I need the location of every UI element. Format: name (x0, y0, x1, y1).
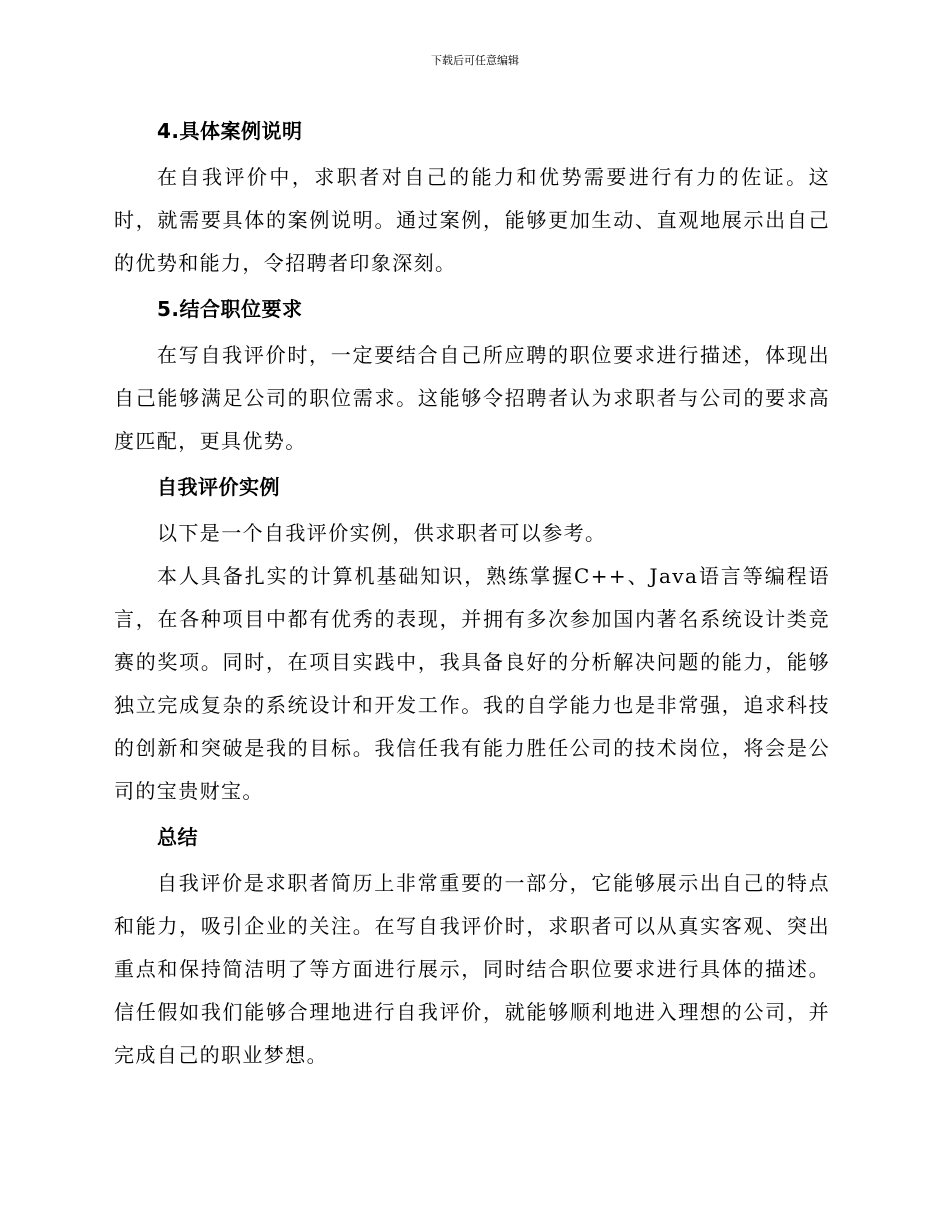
section-heading-summary: 总结 (157, 825, 198, 849)
page-header: 下载后可任意编辑 (431, 54, 519, 67)
section-heading-job-requirements: 5.结合职位要求 (157, 297, 303, 321)
paragraph-summary: 自我评价是求职者简历上非常重要的一部分，它能够展示出自己的特点和能力，吸引企业的关注。在写自我评价时，求职者可以从真实客观、突出重点和保持简洁明了等方面进行展示，同时结合职位要求进行具体的描述。信任假如我们能够合理地进行自我评价，就能够顺利地进入理想的公司，并完成自己的职业梦想。 (114, 871, 830, 1067)
paragraph-job-requirements: 在写自我评价时，一定要结合自己所应聘的职位要求进行描述，体现出自己能够满足公司的职位需求。这能够令招聘者认为求职者与公司的要求高度匹配，更具优势。 (114, 343, 830, 453)
paragraph-case-examples: 在自我评价中，求职者对自己的能力和优势需要进行有力的佐证。这时，就需要具体的案例说明。通过案例，能够更加生动、直观地展示出自己的优势和能力，令招聘者印象深刻。 (114, 165, 830, 275)
section-heading-case-examples: 4.具体案例说明 (157, 119, 303, 143)
paragraph-example-intro: 以下是一个自我评价实例，供求职者可以参考。 (157, 521, 607, 545)
paragraph-example-body: 本人具备扎实的计算机基础知识，熟练掌握C++、Java语言等编程语言，在各种项目中都有优秀的表现，并拥有多次参加国内著名系统设计类竞赛的奖项。同时，在项目实践中，我具备良好的分析解决问题的能力，能够独立完成复杂的系统设计和开发工作。我的自学能力也是非常强，追求科技的创新和突破是我的目标。我信任我有能力胜任公司的技术岗位，将会是公司的宝贵财宝。 (114, 564, 830, 803)
document-body (114, 110, 830, 1077)
section-heading-self-evaluation-example: 自我评价实例 (157, 475, 280, 499)
